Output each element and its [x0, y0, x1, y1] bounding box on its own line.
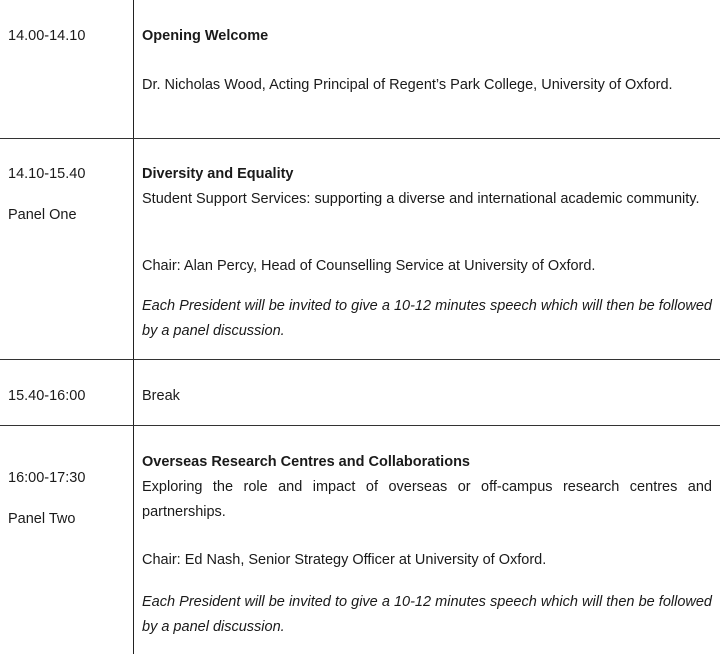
- session-chair: Chair: Ed Nash, Senior Strategy Officer at University of Oxford.: [142, 552, 547, 568]
- panel-label: Panel One: [8, 207, 77, 223]
- session-description: Exploring the role and impact of overseas or off-campus research centres and partnerships.: [142, 479, 712, 520]
- row-divider: [0, 359, 720, 360]
- session-title: Overseas Research Centres and Collaborations: [142, 454, 470, 470]
- session-speaker: Dr. Nicholas Wood, Acting Principal of Regent’s Park College, University of Oxford.: [142, 77, 673, 93]
- session-time: 14.10-15.40: [8, 166, 86, 182]
- session-chair: Chair: Alan Percy, Head of Counselling Service at University of Oxford.: [142, 258, 596, 274]
- session-title: Break: [142, 388, 180, 404]
- session-title: Opening Welcome: [142, 28, 269, 44]
- column-divider: [133, 0, 134, 654]
- session-description: Student Support Services: supporting a diverse and international academic community.: [142, 191, 700, 207]
- panel-label: Panel Two: [8, 511, 76, 527]
- session-title: Diversity and Equality: [142, 166, 294, 182]
- session-time: 15.40-16:00: [8, 388, 86, 404]
- session-time: 14.00-14.10: [8, 28, 86, 44]
- row-divider: [0, 425, 720, 426]
- session-time: 16:00-17:30: [8, 470, 86, 486]
- row-divider: [0, 138, 720, 139]
- session-note: Each President will be invited to give a 10-12 minutes speech which will then be followed by a panel discussion.: [142, 298, 712, 339]
- session-note: Each President will be invited to give a 10-12 minutes speech which will then be followed by a panel discussion.: [142, 594, 712, 635]
